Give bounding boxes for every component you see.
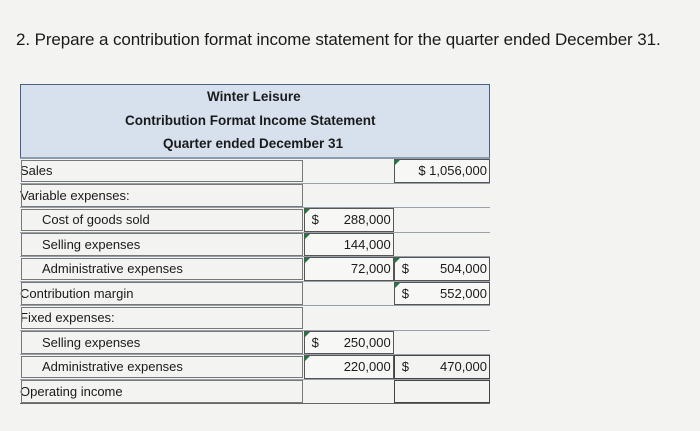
variable-expenses-label[interactable]: Variable expenses: (20, 183, 304, 208)
total-fixed-cell[interactable] (394, 355, 490, 380)
question-text: 2. Prepare a contribution format income statement for the quarter ended December 31. (16, 30, 661, 49)
fixed-expenses-label[interactable]: Fixed expenses: (20, 306, 304, 331)
contribution-margin-amount: 552,000 (440, 285, 487, 301)
sales-label[interactable]: Sales (20, 159, 304, 184)
variable-admin-amount-cell[interactable] (304, 257, 394, 282)
statement-header (20, 84, 490, 158)
contribution-margin-dollar-sign: $ (401, 285, 409, 301)
statement-period: Quarter ended December 31 (163, 136, 344, 151)
cogs-label[interactable]: Cost of goods sold (20, 208, 304, 233)
sales-total: $ 1,056,000 (418, 163, 487, 179)
row-contribution-margin (20, 281, 490, 306)
row-fixed-admin (20, 355, 490, 380)
total-variable-cell[interactable] (394, 257, 490, 282)
fixed-selling-dollar-sign: $ (311, 334, 319, 350)
fixed-selling-amount-cell[interactable] (304, 330, 394, 355)
statement-title: Contribution Format Income Statement (125, 113, 376, 128)
fixed-admin-amount-cell[interactable] (304, 355, 394, 380)
fixed-admin-amount: 220,000 (343, 359, 391, 375)
row-operating-income (20, 379, 490, 404)
row-variable-header (20, 183, 490, 208)
company-name: Winter Leisure (207, 89, 301, 104)
cogs-amount: 288,000 (343, 212, 391, 228)
cogs-amount-cell[interactable] (304, 208, 394, 233)
sales-col2 (304, 159, 394, 184)
operating-income-label[interactable]: Operating income (20, 379, 304, 404)
row-cogs (20, 208, 490, 233)
row-fixed-selling (20, 330, 490, 355)
contribution-margin-label[interactable]: Contribution margin (20, 281, 304, 306)
variable-selling-amount: 144,000 (343, 236, 391, 252)
total-fixed-expenses: 470,000 (440, 359, 487, 375)
sales-total-cell[interactable] (394, 159, 490, 184)
income-statement (20, 84, 490, 404)
row-variable-selling (20, 232, 490, 257)
contribution-margin-cell[interactable] (394, 281, 490, 306)
row-fixed-header (20, 306, 490, 331)
statement-table (20, 158, 490, 404)
fixed-selling-label[interactable]: Selling expenses (20, 330, 304, 355)
variable-selling-amount-cell[interactable] (304, 232, 394, 257)
cogs-dollar-sign: $ (311, 212, 319, 228)
total-variable-expenses: 504,000 (440, 261, 487, 277)
variable-admin-label[interactable]: Administrative expenses (20, 257, 304, 282)
variable-admin-amount: 72,000 (350, 261, 391, 277)
row-variable-admin (20, 257, 490, 282)
variable-selling-label[interactable]: Selling expenses (20, 232, 304, 257)
fixed-selling-amount: 250,000 (343, 334, 391, 350)
total-variable-dollar-sign: $ (401, 261, 409, 277)
operating-income-cell[interactable] (394, 379, 490, 404)
row-sales (20, 159, 490, 184)
total-fixed-dollar-sign: $ (401, 359, 409, 375)
fixed-admin-label[interactable]: Administrative expenses (20, 355, 304, 380)
